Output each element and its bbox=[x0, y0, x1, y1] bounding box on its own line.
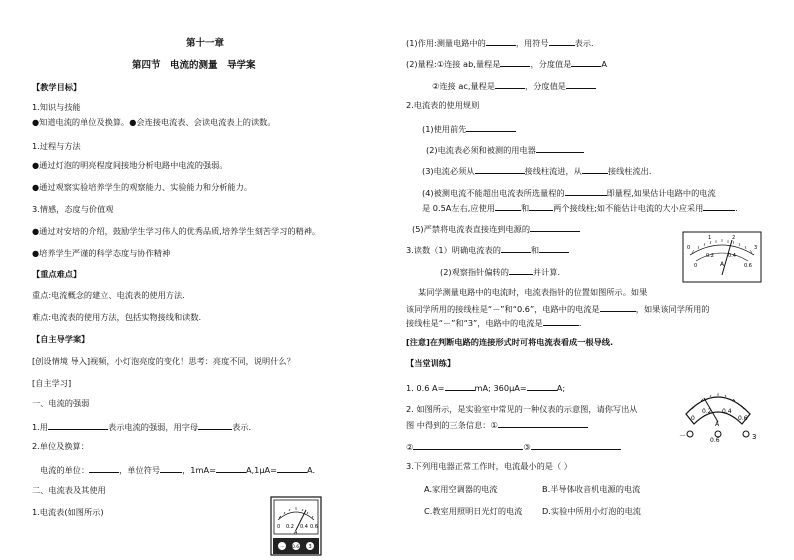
practice-q2-line-1: 2. 如图所示，是实验室中常见的一种仪表的示意图，请你写出从 bbox=[406, 404, 638, 414]
section-title: 第四节 电流的测量 导学案 bbox=[132, 60, 256, 71]
rule-4: (4)被测电流不能超出电流表所选量程的 即量程,如果估计电路中的电流 bbox=[422, 188, 716, 198]
blank[interactable] bbox=[89, 463, 119, 473]
reading-step-2: (2)观察指针偏转的 并计算. bbox=[440, 267, 561, 277]
tick-label: 0.2 bbox=[286, 524, 294, 530]
tick-label: 3 bbox=[754, 245, 758, 251]
blank[interactable] bbox=[539, 243, 569, 253]
terminal-label: － bbox=[679, 432, 686, 440]
practice-heading: 【当堂训练】 bbox=[406, 358, 456, 368]
blank[interactable] bbox=[216, 463, 246, 473]
option-d[interactable]: D.实验中所用小灯泡的电流 bbox=[542, 506, 641, 516]
blank[interactable] bbox=[529, 201, 553, 211]
tick-label: 0.6 bbox=[744, 263, 752, 269]
practice-q3: 3.下列用电器正常工作时，电流最小的是（ ） bbox=[406, 461, 572, 471]
attention-note: [注意]在判断电路的连接形式时可将电流表看成一根导线. bbox=[406, 337, 614, 347]
rule-3: (3)电流必须从 接线柱流进，从 接线柱流出. bbox=[422, 166, 652, 176]
blank[interactable] bbox=[703, 201, 735, 211]
option-b[interactable]: B.半导体收音机电源的电流 bbox=[542, 484, 641, 494]
blank[interactable] bbox=[500, 57, 530, 67]
reading-step-1: 3.读数（1）明确电流表的 和 bbox=[406, 243, 569, 256]
blank[interactable] bbox=[527, 381, 557, 391]
question-current-symbol: 1.用 表示电流的强弱，用字母 表示. bbox=[32, 422, 252, 432]
blank[interactable] bbox=[160, 463, 182, 473]
range-ab: (2)量程:①连接 ab,量程是 ，分度值是 A bbox=[406, 59, 607, 69]
blank[interactable] bbox=[486, 36, 516, 46]
reading-problem-line-2: 该同学所用的接线柱是“－”和“0.6”，电路中的电流是 ，如果该同学所用的 bbox=[406, 304, 710, 314]
blank[interactable] bbox=[48, 420, 108, 430]
blank[interactable] bbox=[501, 243, 531, 253]
unit-conversion-label: 2.单位及换算： bbox=[32, 441, 89, 451]
reading-problem-line-3: 接线柱是“－”和“3”，电路中的电流是 . bbox=[406, 318, 582, 328]
section-ammeter: 二、电流表及其使用 bbox=[32, 485, 106, 495]
terminal-label: 0.6 bbox=[292, 545, 300, 550]
tick-label: 0 bbox=[691, 415, 695, 422]
intro-text: [创设情境 导入]视频，小灯泡亮度的变化！思考：亮度不同，说明什么？ bbox=[32, 356, 295, 366]
goal-1: 1.知识与技能 bbox=[32, 102, 81, 112]
key-point: 重点:电流概念的建立、电流表的使用方法. bbox=[32, 290, 185, 300]
goal-1a: ●知道电流的单位及换算。●会连接电流表、会读电流表上的读数。 bbox=[32, 117, 276, 127]
question-units: 电流的单位： ，单位符号 ，1mA= A,1μA= A. bbox=[40, 465, 316, 475]
rule-1: (1)使用前先 bbox=[422, 122, 516, 135]
difficult-point: 难点:电流表的使用方法，包括实物接线和读数. bbox=[32, 312, 202, 322]
self-study-label: [自主学习] bbox=[32, 378, 72, 388]
rule-2: (2)电流表必须和被测的用电器 bbox=[426, 143, 584, 156]
blank[interactable] bbox=[543, 316, 579, 326]
rule-5: (5)严禁将电流表直接连到电源的 bbox=[412, 222, 580, 235]
tick-label: 0 bbox=[687, 245, 691, 251]
blank[interactable] bbox=[475, 164, 525, 174]
usage-rules-heading: 2.电流表的使用规则 bbox=[406, 100, 480, 110]
blank[interactable] bbox=[530, 222, 580, 232]
reading-problem-line-1: 某同学测量电路中的电流时，电流表指针的位置如图所示。如果 bbox=[418, 287, 648, 297]
blank[interactable] bbox=[495, 79, 525, 89]
blank[interactable] bbox=[531, 440, 621, 450]
blank[interactable] bbox=[509, 265, 533, 275]
blank[interactable] bbox=[445, 381, 475, 391]
terminal-label: 3 bbox=[308, 544, 312, 550]
blank[interactable] bbox=[466, 122, 516, 132]
teach-goals-heading: 【教学目标】 bbox=[32, 82, 82, 92]
terminal-label: 0.6 bbox=[710, 437, 720, 442]
tick-label: 0.4 bbox=[722, 408, 732, 415]
goal-3b: ●培养学生严谨的科学态度与协作精神 bbox=[32, 248, 171, 258]
tick-label: 0 bbox=[277, 524, 281, 530]
ammeter-figure-right bbox=[676, 384, 760, 442]
blank[interactable] bbox=[277, 463, 307, 473]
option-a[interactable]: A.家用空调器的电流 bbox=[424, 484, 498, 494]
blank[interactable] bbox=[582, 164, 608, 174]
tick-label: 0.4 bbox=[300, 524, 308, 530]
blank[interactable] bbox=[600, 302, 636, 312]
blank[interactable] bbox=[198, 420, 232, 430]
unit-label: A bbox=[720, 261, 725, 268]
unit-label: A bbox=[294, 530, 298, 536]
tick-label: 0.4 bbox=[728, 253, 736, 259]
unit-label: A bbox=[715, 421, 720, 428]
ammeter-reading-figure bbox=[682, 231, 762, 283]
blank[interactable] bbox=[536, 143, 584, 153]
practice-q2-line-2: 图 中得到的三条信息：① bbox=[406, 418, 588, 431]
self-study-heading: 【自主导学案】 bbox=[32, 334, 90, 344]
practice-q1: 1. 0.6 A= mA; 360μA= A; bbox=[406, 383, 566, 393]
goal-2: 1.过程与方法 bbox=[32, 141, 81, 151]
blank[interactable] bbox=[549, 36, 575, 46]
blank[interactable] bbox=[566, 79, 596, 89]
blank[interactable] bbox=[413, 440, 523, 450]
tick-label: 0.2 bbox=[702, 408, 712, 415]
tick-label: 0 bbox=[694, 263, 698, 269]
practice-q2-line-3: ② ③ bbox=[406, 440, 621, 453]
blank[interactable] bbox=[498, 418, 588, 428]
goal-3: 3.情感，态度与价值观 bbox=[32, 204, 114, 214]
terminal-label: － bbox=[280, 544, 286, 550]
ammeter-figure-caption: 1.电流表(如图所示) bbox=[32, 507, 104, 517]
ammeter-figure-left bbox=[270, 496, 322, 556]
blank[interactable] bbox=[495, 201, 521, 211]
terminal-label: 3 bbox=[752, 433, 757, 441]
blank[interactable] bbox=[571, 57, 601, 67]
key-heading: 【重点难点】 bbox=[32, 269, 82, 279]
tick-label: 0.6 bbox=[310, 524, 318, 530]
goal-2a: ●通过灯泡的明亮程度间接地分析电路中电流的强弱。 bbox=[32, 160, 228, 170]
rule-4-continued: 是 0.5A左右,应使用 和 两个接线柱;如不能估计电流的大小应采用 . bbox=[422, 203, 738, 213]
blank[interactable] bbox=[565, 186, 607, 196]
goal-2b: ●通过观察实验培养学生的观察能力、实验能力和分析能力。 bbox=[32, 182, 253, 192]
tick-label: 0.6 bbox=[738, 415, 748, 422]
tick-label: 0.2 bbox=[706, 253, 714, 259]
goal-3a: ●通过对安培的介绍，鼓励学生学习伟人的优秀品质,培养学生刻苦学习的精神。 bbox=[32, 226, 321, 236]
chapter-title: 第十一章 bbox=[186, 38, 225, 49]
section-current-strength: 一、电流的强弱 bbox=[32, 398, 90, 408]
option-c[interactable]: C.教室用照明日光灯的电流 bbox=[424, 506, 523, 516]
ammeter-function: (1)作用:测量电路中的 ，用符号 表示. bbox=[406, 38, 594, 48]
range-ac: ②连接 ac,量程是 ，分度值是 bbox=[432, 79, 596, 92]
tick-label: 1 bbox=[708, 235, 712, 241]
tick-label: 2 bbox=[732, 235, 736, 241]
